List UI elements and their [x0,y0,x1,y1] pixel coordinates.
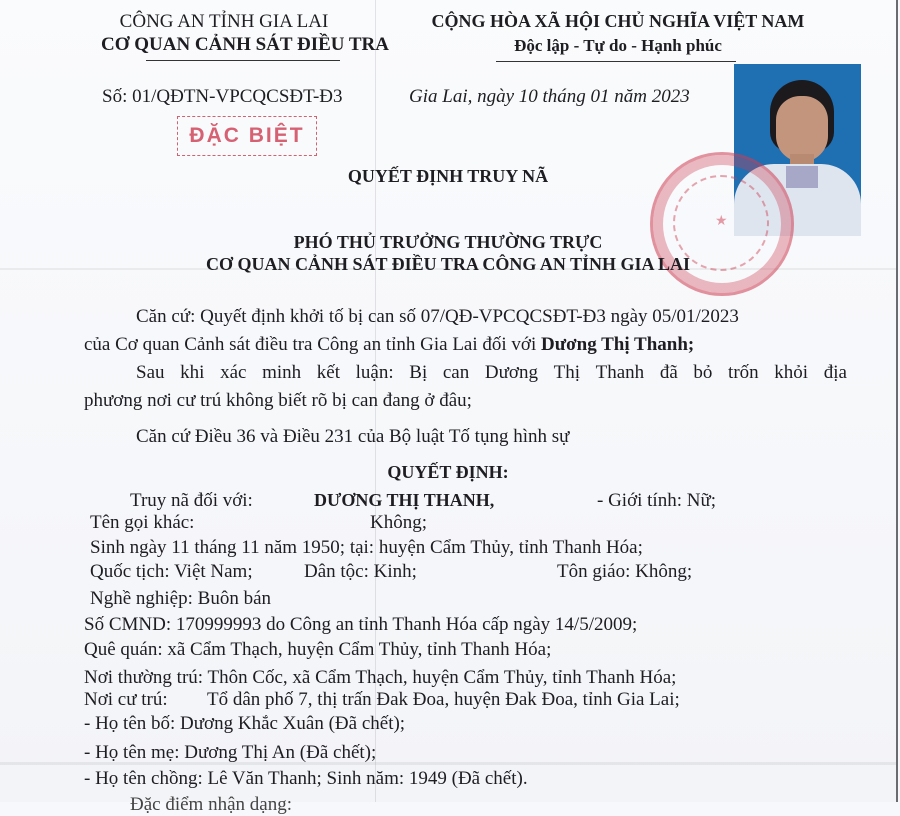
word: luận: [355,362,394,383]
current-residence-value: Tổ dân phố 7, thị trấn Đak Đoa, huyện Đak Đoa, tỉnh Gia Lai; [207,689,680,710]
word: Dương [484,362,538,383]
issuer-title-line2: CƠ QUAN CẢNH SÁT ĐIỀU TRA CÔNG AN TỈNH GIA LAI [205,254,691,274]
mother-info: - Họ tên mẹ: Dương Thị An (Đã chết); [84,742,377,763]
issuer-title-line1: PHÓ THỦ TRƯỞNG THƯỜNG TRỰC [293,232,603,252]
basis-text: của Cơ quan Cảnh sát điều tra Công an tỉnh Gia Lai đối với [84,334,542,355]
word: địa [823,362,847,383]
seal-star-icon: ★ [715,214,728,229]
agency-name: CÔNG AN TỈNH GIA LAI [119,11,329,32]
special-stamp: ĐẶC BIỆT [177,116,317,156]
department-underline [146,60,340,61]
identification-features-cutoff: Đặc điểm nhận dạng: [130,794,292,815]
word: xác [220,362,247,383]
alias-label: Tên gọi khác: [90,512,195,533]
basis-paragraph-line1: Căn cứ: Quyết định khởi tố bị can số 07/QĐ-VPCQCSĐT-Đ3 ngày 05/01/2023 [136,306,739,327]
word: Sau [136,362,165,383]
current-residence-label: Nơi cư trú: [84,689,168,710]
word: trốn [728,362,759,383]
place-date: Gia Lai, ngày 10 tháng 01 năm 2023 [409,86,690,107]
alias-value: Không; [370,512,427,533]
religion: Tôn giáo: Không; [557,561,693,582]
verification-line1 [136,362,847,384]
birth-info: Sinh ngày 11 tháng 11 năm 1950; tại: huyện Cẩm Thủy, tỉnh Thanh Hóa; [90,537,643,558]
decision-heading: QUYẾT ĐỊNH: [387,462,509,482]
ethnicity: Dân tộc: Kinh; [304,561,417,582]
permanent-residence: Nơi thường trú: Thôn Cốc, xã Cẩm Thạch, huyện Cẩm Thủy, tỉnh Thanh Hóa; [84,667,677,688]
document-number: Số: 01/QĐTN-VPCQCSĐT-Đ3 [102,86,343,107]
occupation: Nghề nghiệp: Buôn bán [90,588,272,609]
word: bỏ [693,362,713,383]
department-name: CƠ QUAN CẢNH SÁT ĐIỀU TRA [100,34,390,55]
father-info: - Họ tên bố: Dương Khắc Xuân (Đã chết); [84,713,406,734]
word: can [442,362,470,383]
husband-info: - Họ tên chồng: Lê Văn Thanh; Sinh năm: 1949 (Đã chết). [84,768,528,789]
suspect-name-inline: Dương Thị Thanh; [541,334,695,355]
word: đã [659,362,678,383]
word: khỏi [774,362,809,383]
nationality: Quốc tịch: Việt Nam; [90,561,253,582]
id-card: Số CMND: 170999993 do Công an tỉnh Thanh Hóa cấp ngày 14/5/2009; [84,614,638,635]
basis-paragraph-line2 [84,334,694,356]
word: Thanh [595,362,645,383]
word: khi [180,362,205,383]
hometown: Quê quán: xã Cẩm Thạch, huyện Cẩm Thủy, tỉnh Thanh Hóa; [84,639,552,660]
word: Bị [409,362,428,383]
word: minh [262,362,302,383]
country-name: CỘNG HÒA XÃ HỘI CHỦ NGHĨA VIỆT NAM [431,11,805,31]
document-title: QUYẾT ĐỊNH TRUY NÃ [347,166,549,186]
portrait-face [776,96,828,162]
word: Thị [553,362,580,383]
verification-line2: phương nơi cư trú không biết rõ bị can đang ở đâu; [84,390,472,411]
legal-basis: Căn cứ Điều 36 và Điều 231 của Bộ luật Tố tụng hình sự [136,426,570,447]
word: kết [316,362,340,383]
gender: - Giới tính: Nữ; [597,490,717,511]
wanted-label: Truy nã đối với: [130,490,253,511]
wanted-name: DƯƠNG THỊ THANH, [314,490,495,510]
national-motto: Độc lập - Tự do - Hạnh phúc [514,36,722,55]
motto-underline [496,61,736,62]
